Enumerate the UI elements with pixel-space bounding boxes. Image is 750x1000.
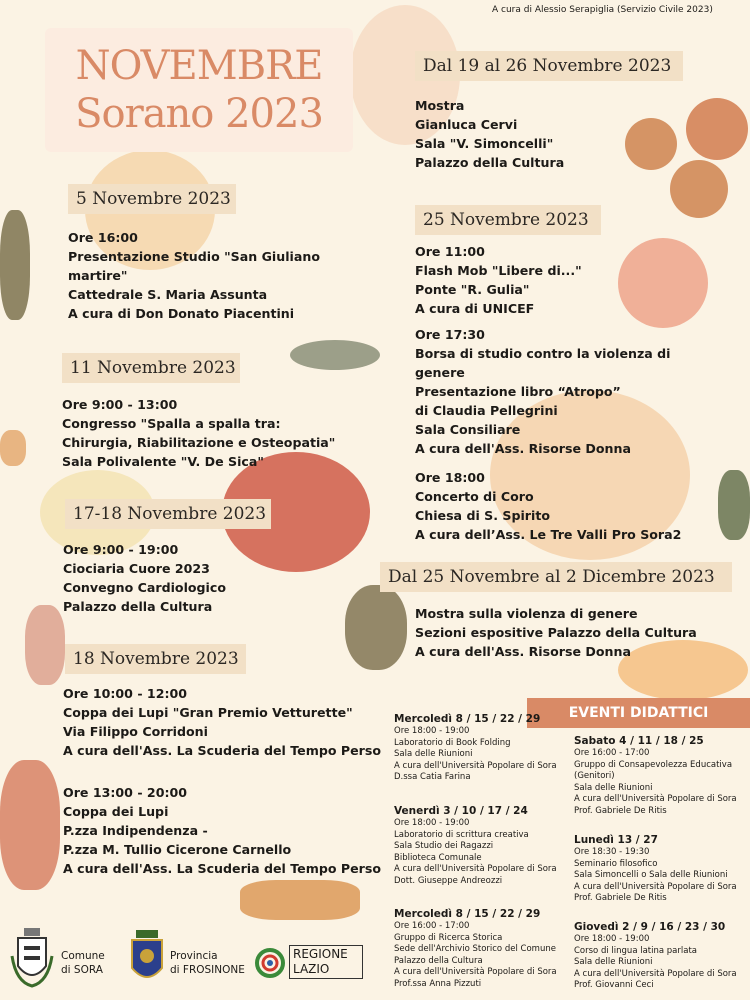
didactic-event-line: Ore 18:00 - 19:00 (394, 818, 470, 828)
event-line: genere (415, 365, 465, 380)
didactic-event (574, 734, 737, 818)
regione-lazio-logo (255, 945, 375, 981)
didactic-event-line: Sala delle Riunioni (574, 957, 653, 968)
event-date-header: 5 Novembre 2023 (68, 184, 236, 214)
event-line: Concerto di Coro (415, 489, 534, 504)
didactic-event-days: Mercoledì 8 / 15 / 22 / 29 (394, 713, 541, 725)
event-line: Sala Consiliare (415, 422, 521, 437)
event-line: Coppa dei Lupi (63, 804, 169, 819)
didactic-event (394, 804, 557, 888)
didactic-event-line: Sala delle Riunioni (574, 782, 653, 793)
logo-text-line: LAZIO (293, 962, 330, 976)
event-line: Presentazione Studio "San Giuliano (68, 249, 320, 264)
didactic-event-days: Venerdì 3 / 10 / 17 / 24 (394, 805, 528, 817)
event-line: Sala Polivalente "V. De Sica" (62, 454, 264, 469)
seeds-decoration (625, 118, 677, 170)
event-line: Chiesa di S. Spirito (415, 508, 551, 523)
leaf-decoration (718, 470, 750, 540)
event-line: A cura di Don Donato Piacentini (68, 306, 295, 321)
event-line: A cura dell'Ass. Risorse Donna (415, 441, 631, 456)
didactic-event-line: (Genitori) (574, 771, 615, 782)
event-line: Chirurgia, Riabilitazione e Osteopatia" (62, 435, 336, 450)
event-line: Via Filippo Corridoni (63, 724, 208, 739)
seeds-decoration (670, 160, 728, 218)
seeds-decoration (686, 98, 748, 160)
provincia-frosinone-logo (126, 926, 168, 990)
event-line: Ponte "R. Gulia" (415, 282, 530, 297)
provincia-coat-of-arms-icon (126, 926, 168, 990)
event-line: P.zza M. Tullio Cicerone Carnello (63, 842, 292, 857)
provincia-label (170, 949, 245, 977)
event-line: Borsa di studio contro la violenza di (415, 346, 671, 361)
event-line: Convegno Cardiologico (63, 580, 226, 595)
didactic-event-line: Sala Studio dei Ragazzi (394, 841, 494, 852)
event-line: Ore 16:00 (68, 230, 138, 245)
event-line: A cura dell’Ass. Le Tre Valli Pro Sora2 (415, 527, 682, 542)
didactic-event-days: Mercoledì 8 / 15 / 22 / 29 (394, 908, 541, 920)
event-details (62, 395, 335, 471)
event-line: di Claudia Pellegrini (415, 403, 558, 418)
didactic-event-line: Dott. Giuseppe Andreozzi (394, 875, 503, 886)
event-line: A cura dell'Ass. Risorse Donna (415, 644, 631, 659)
event-line: Ore 9:00 - 19:00 (63, 542, 179, 557)
logo-text-line: Comune (61, 950, 105, 962)
didactic-event-days: Lunedì 13 / 27 (574, 834, 658, 846)
event-date-header: 25 Novembre 2023 (415, 205, 601, 235)
fig-decoration (0, 760, 60, 890)
didactic-event (574, 833, 737, 905)
didactic-event-line: Sede dell'Archivio Storico del Comune (394, 944, 556, 955)
didactic-event-line: A cura dell'Università Popolare di Sora (574, 968, 737, 979)
event-date-header: 17-18 Novembre 2023 (65, 499, 271, 529)
didactic-event-line: A cura dell'Università Popolare di Sora (394, 760, 557, 771)
didactic-event-line: Palazzo della Cultura (394, 955, 483, 966)
regione-label (289, 945, 363, 979)
event-line: Congresso "Spalla a spalla tra: (62, 416, 281, 431)
event-details (415, 325, 671, 458)
leaf-decoration (25, 605, 65, 685)
logo-text-line: REGIONE (293, 947, 348, 961)
didactic-event-line: Ore 18:00 - 19:00 (394, 726, 470, 736)
didactic-event-line: Ore 18:00 - 19:00 (574, 934, 650, 944)
didactic-event-line: D.ssa Catia Farina (394, 772, 471, 783)
event-line: Ciociaria Cuore 2023 (63, 561, 210, 576)
didactic-event-line: Ore 16:00 - 17:00 (394, 921, 470, 931)
didactic-event-line: Prof. Gabriele De Ritis (574, 893, 667, 904)
didactic-events-header: EVENTI DIDATTICI (527, 698, 750, 728)
logo-text-line: di SORA (61, 964, 103, 976)
didactic-event (394, 712, 557, 784)
credit-text: A cura di Alessio Serapiglia (Servizio Civile 2023) (492, 5, 713, 15)
event-details (415, 96, 564, 172)
cacao-pod-decoration (0, 210, 30, 320)
event-line: Cattedrale S. Maria Assunta (68, 287, 268, 302)
didactic-event-line: Ore 18:30 - 19:30 (574, 847, 650, 857)
event-line: A cura dell'Ass. La Scuderia del Tempo Perso (63, 743, 382, 758)
title-place-year: Sorano 2023 (75, 91, 323, 137)
event-line: Presentazione libro “Atropo” (415, 384, 621, 399)
regione-emblem-icon (255, 948, 285, 978)
leaf-decoration (0, 430, 26, 466)
event-line: Mostra (415, 98, 465, 113)
event-line: Flash Mob "Libere di..." (415, 263, 582, 278)
berries-decoration (240, 880, 360, 920)
comune-sora-logo (10, 926, 54, 990)
didactic-event-line: A cura dell'Università Popolare di Sora (394, 967, 557, 978)
didactic-event-line: Corso di lingua latina parlata (574, 945, 697, 956)
leaf-decoration (290, 340, 380, 370)
didactic-event-line: Sala Simoncelli o Sala delle Riunioni (574, 870, 728, 881)
event-line: Palazzo della Cultura (63, 599, 213, 614)
didactic-event-line: Gruppo di Ricerca Storica (394, 932, 503, 943)
event-line: martire" (68, 268, 128, 283)
event-date-header: Dal 25 Novembre al 2 Dicembre 2023 (380, 562, 732, 592)
didactic-event-line: Biblioteca Comunale (394, 852, 482, 863)
cacao-pod-decoration (345, 585, 407, 670)
event-details (63, 783, 381, 878)
didactic-event-line: A cura dell'Università Popolare di Sora (574, 881, 737, 892)
event-line: Gianluca Cervi (415, 117, 518, 132)
event-details (415, 468, 681, 544)
page-title (45, 28, 353, 152)
event-details (415, 242, 582, 318)
event-date-header: Dal 19 al 26 Novembre 2023 (415, 51, 683, 81)
didactic-event-line: Sala delle Riunioni (394, 749, 473, 760)
didactic-event-line: Prof. Giovanni Ceci (574, 980, 654, 991)
event-line: Sezioni espositive Palazzo della Cultura (415, 625, 697, 640)
didactic-event-line: A cura dell'Università Popolare di Sora (574, 794, 737, 805)
didactic-event-line: Ore 16:00 - 17:00 (574, 748, 650, 758)
didactic-event-line: Laboratorio di scrittura creativa (394, 829, 529, 840)
didactic-event-days: Giovedì 2 / 9 / 16 / 23 / 30 (574, 921, 726, 933)
event-line: Coppa dei Lupi "Gran Premio Vetturette" (63, 705, 353, 720)
didactic-event-line: Seminario filosofico (574, 858, 658, 869)
didactic-event-line: A cura dell'Università Popolare di Sora (394, 864, 557, 875)
didactic-event (394, 907, 557, 991)
logo-text-line: di FROSINONE (170, 964, 245, 976)
event-line: Ore 18:00 (415, 470, 485, 485)
event-line: Mostra sulla violenza di genere (415, 606, 638, 621)
didactic-event-days: Sabato 4 / 11 / 18 / 25 (574, 735, 704, 747)
title-month: NOVEMBRE (75, 43, 323, 89)
event-line: Palazzo della Cultura (415, 155, 565, 170)
didactic-event-line: Gruppo di Consapevolezza Educativa (574, 759, 733, 770)
event-line: Ore 10:00 - 12:00 (63, 686, 188, 701)
event-line: Ore 11:00 (415, 244, 485, 259)
didactic-event-line: Prof. Gabriele De Ritis (574, 805, 667, 816)
didactic-event (574, 920, 737, 992)
event-details (63, 684, 381, 760)
event-line: P.zza Indipendenza - (63, 823, 208, 838)
event-line: Sala "V. Simoncelli" (415, 136, 554, 151)
didactic-event-line: Laboratorio di Book Folding (394, 737, 511, 748)
didactic-event-line: Prof.ssa Anna Pizzuti (394, 978, 482, 989)
event-line: Ore 9:00 - 13:00 (62, 397, 178, 412)
logo-text-line: Provincia (170, 950, 218, 962)
flower-decoration (618, 238, 708, 328)
event-date-header: 18 Novembre 2023 (65, 644, 246, 674)
event-details (63, 540, 226, 616)
event-line: A cura dell'Ass. La Scuderia del Tempo Perso (63, 861, 382, 876)
event-date-header: 11 Novembre 2023 (62, 353, 240, 383)
event-line: A cura di UNICEF (415, 301, 535, 316)
comune-label (61, 949, 105, 977)
event-details (68, 228, 320, 323)
comune-coat-of-arms-icon (10, 926, 54, 990)
event-line: Ore 13:00 - 20:00 (63, 785, 188, 800)
event-details (415, 604, 697, 661)
event-line: Ore 17:30 (415, 327, 485, 342)
